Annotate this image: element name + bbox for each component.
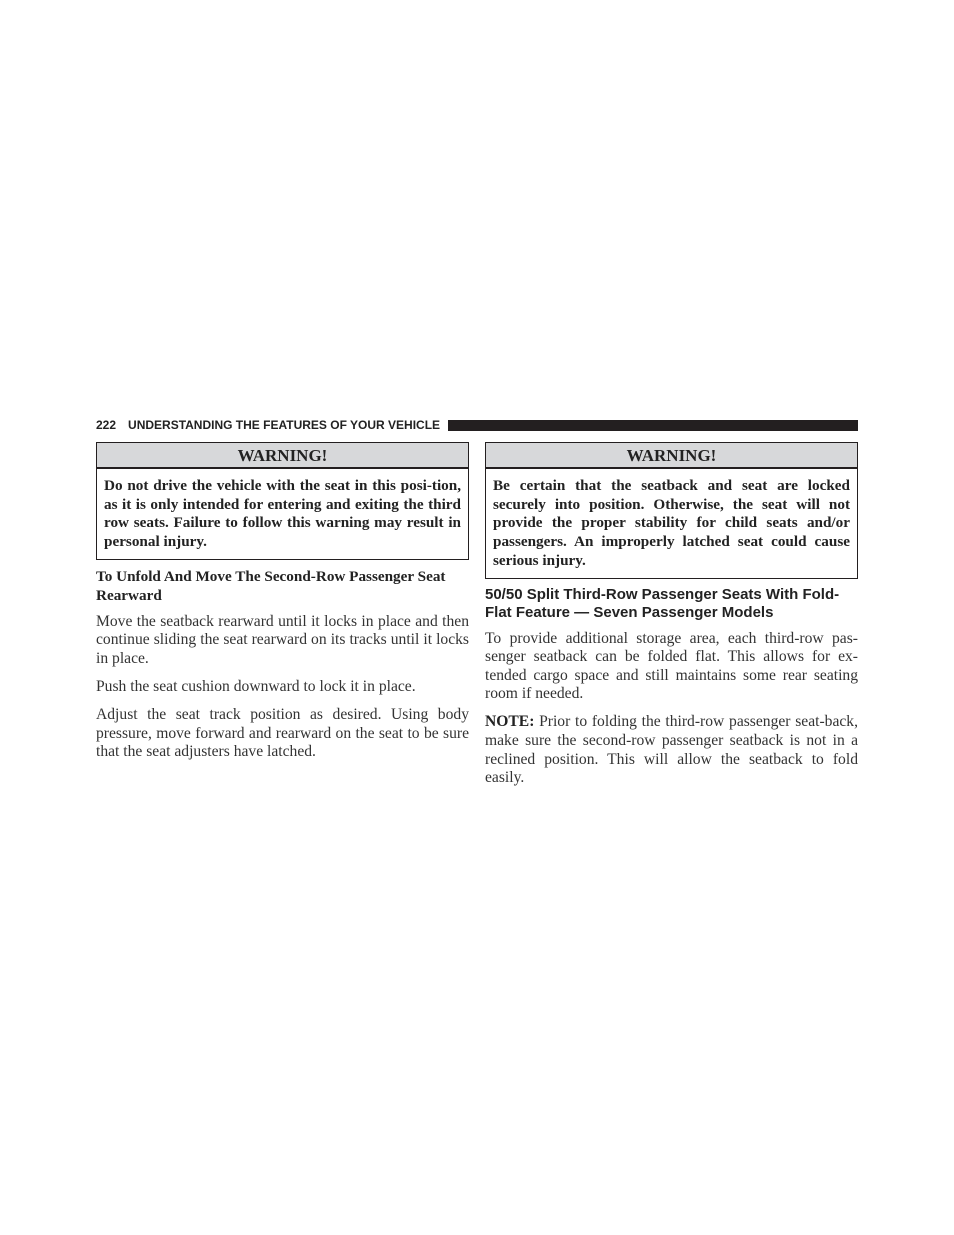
note-text: Prior to folding the third-row passenger seat-back, make sure the second-row passenger seatback is not in a reclined position. This will allow the seatback to fold easily.	[485, 713, 858, 787]
warning-text: Be certain that the seatback and seat are locked securely into position. Otherwise, the seat will not provide the proper stability for child seats and/or passengers. An improperly latched seat could cause serious injury.	[493, 477, 850, 569]
warning-box-left	[96, 442, 469, 560]
note-paragraph	[485, 713, 858, 787]
page-number: 222	[96, 418, 117, 432]
paragraph: Move the seatback rearward until it locks in place and then continue sliding the seat rearward on its tracks until it locks in place.	[96, 612, 469, 667]
subheading-unfold-seat: To Unfold And Move The Second-Row Passenger Seat Rearward	[96, 567, 446, 604]
warning-box-right	[485, 442, 858, 579]
section-title: UNDERSTANDING THE FEATURES OF YOUR VEHICLE	[128, 418, 441, 432]
warning-title: WARNING!	[486, 443, 857, 469]
page-header	[96, 417, 858, 433]
right-column	[485, 442, 858, 788]
header-rule-bar	[448, 420, 858, 431]
warning-title: WARNING!	[97, 443, 468, 469]
heading-third-row-seats: 50/50 Split Third-Row Passenger Seats With Fold-Flat Feature — Seven Passenger Models	[485, 585, 840, 621]
warning-text: Do not drive the vehicle with the seat in this posi-tion, as it is only intended for entering and exiting the third row seats. Failure to follow this warning may result in personal injury.	[104, 477, 461, 551]
paragraph: Adjust the seat track position as desired. Using body pressure, move forward and rearward on the seat to be sure that the seat adjusters have latched.	[96, 706, 469, 761]
paragraph: Push the seat cushion downward to lock it in place.	[96, 678, 416, 696]
paragraph: To provide additional storage area, each third-row pas-senger seatback can be folded flat. This allows for ex-tended cargo space and still maintains some rear seating room if needed.	[485, 629, 858, 703]
left-column	[96, 442, 469, 762]
note-label: NOTE:	[485, 713, 535, 731]
